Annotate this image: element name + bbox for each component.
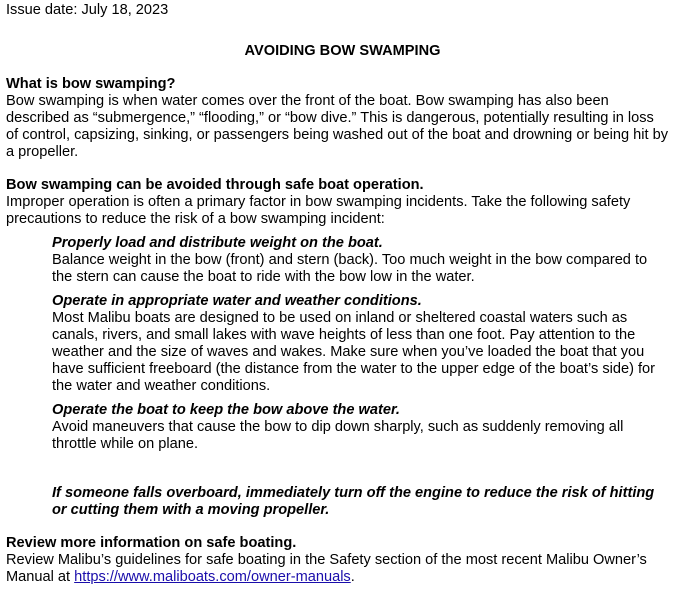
precaution-item — [52, 293, 669, 395]
section-safe-operation — [6, 177, 669, 519]
precaution-body: Balance weight in the bow (front) and stern (back). Too much weight in the bow compared to the stern can cause the boat to ride with the bow low in the water. — [52, 252, 648, 285]
section-heading: Review more information on safe boating. — [6, 535, 297, 551]
precaution-heading: Operate in appropriate water and weather conditions. — [52, 293, 422, 309]
precaution-body: Avoid maneuvers that cause the bow to dip down sharply, such as suddenly removing all throttle while on plane. — [52, 419, 624, 452]
overboard-warning: If someone falls overboard, immediately turn off the engine to reduce the risk of hitting or cutting them with a moving propeller. — [52, 485, 655, 518]
issue-date: Issue date: July 18, 2023 — [6, 2, 169, 18]
section-body — [6, 552, 669, 586]
section-heading: Bow swamping can be avoided through safe boat operation. — [6, 177, 424, 193]
section-more-information — [6, 535, 669, 586]
owner-manuals-link[interactable]: https://www.maliboats.com/owner-manuals — [74, 569, 351, 585]
precaution-item — [52, 235, 669, 286]
precaution-heading: Properly load and distribute weight on the boat. — [52, 235, 383, 251]
document-title: AVOIDING BOW SWAMPING — [244, 43, 441, 59]
precaution-body: Most Malibu boats are designed to be used on inland or sheltered coastal waters such as canals, rivers, and small lakes with wave heights of less than one foot. Pay attention to the weather and the size of waves and wakes. Make sure when you’ve loaded the boat that you have sufficient freeboard (the distance from the water to the upper edge of the boat’s side) for the water and weather conditions. — [52, 310, 656, 394]
section-body: Bow swamping is when water comes over the front of the boat. Bow swamping has also been described as “submergence,” “flooding,” or “bow dive.” This is dangerous, potentially resulting in loss of control, capsizing, sinking, or passengers being washed out of the boat and drowning or being hit by a propeller. — [6, 93, 668, 160]
section-body: Improper operation is often a primary factor in bow swamping incidents. Take the following safety precautions to reduce the risk of a bow swamping incident: — [6, 194, 631, 227]
section-heading: What is bow swamping? — [6, 76, 176, 92]
body-text: Review Malibu’s guidelines for safe boating in the Safety section of the most recent Malibu Owner’s Manual at — [6, 552, 647, 585]
precaution-heading: Operate the boat to keep the bow above the water. — [52, 402, 400, 418]
section-what-is-bow-swamping — [6, 76, 669, 161]
precaution-item — [52, 402, 669, 453]
body-text: . — [350, 569, 355, 585]
